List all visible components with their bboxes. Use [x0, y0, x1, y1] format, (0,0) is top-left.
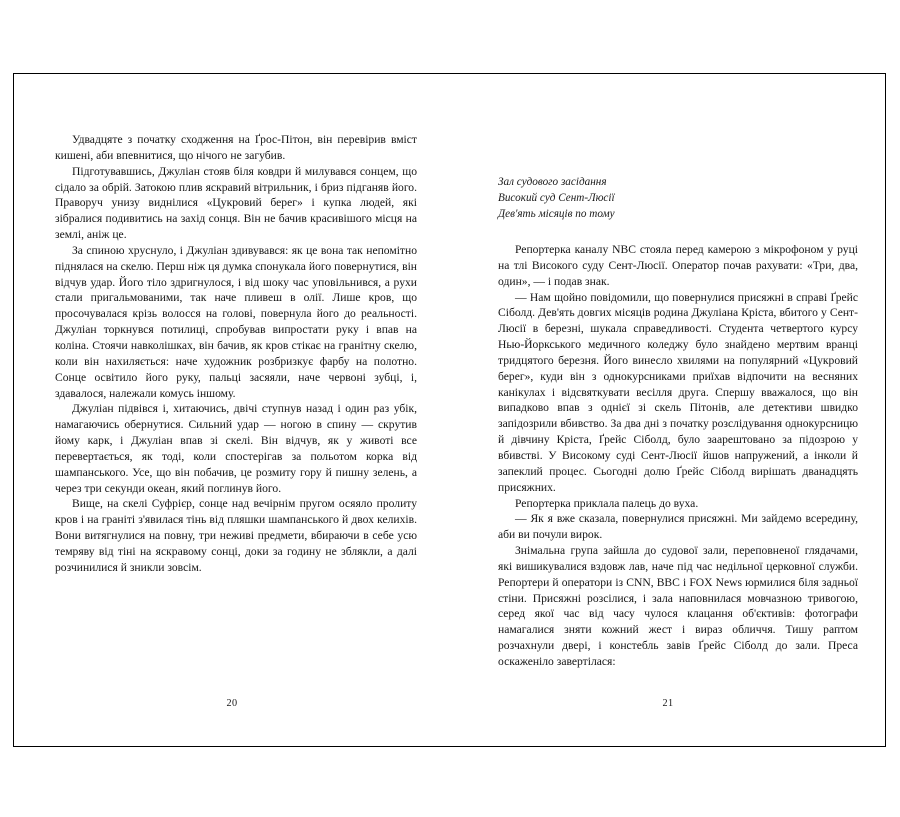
book-page-left	[14, 74, 450, 746]
book-spread	[13, 73, 886, 747]
epigraph-line: Зал судового засідання	[498, 176, 607, 188]
paragraph: Удвадцяте з початку сходження на Ґрос-Пітон, він перевірив вміст кишені, аби впевнитися, що нічого не загубив.	[55, 133, 417, 162]
left-page-text-block	[55, 132, 417, 576]
paragraph: — Як я вже сказала, повернулися присяжні. Ми зайдемо всередину, аби ви почули вирок.	[498, 512, 858, 542]
book-page-right	[450, 74, 886, 746]
paragraph: Вище, на скелі Суфрієр, сонце над вечірнім пругом осяяло пролиту кров і на граніті з'явилася тінь від пляшки шампанського й двох келихів. Вони витягнулися на повну, три неживі предмети, вбираючи в себе усю темряву від тіні на яскравому сонці, доки за годину не зблякли, а далі розчинилися й зникли зовсім.	[55, 497, 417, 574]
paragraph: За спиною хруснуло, і Джуліан здивувався: як це вона так непомітно піднялася на скелю. Перш ніж ця думка спонукала його повернутися, він відчув удар. Його тіло здригнулося, і від шоку час уповільнився, а рухи стали пригальмованими, так наче пливеш в олії. Лише кров, що просочувалася крізь волосся на голові, повернула його до реальності. Джуліан торкнувся потилиці, спробував випростати руку і впав на коліна. Стоячи навколішках, він бачив, як кров стікає на гранітну скелю, коли він нахиляється: наче художник розбризкує фарбу на полотно. Сонце освітило його руку, пальці засяяли, наче червоні зубці, і, здавалося, належали комусь іншому.	[55, 243, 417, 400]
paragraph: Знімальна група зайшла до судової зали, переповненої глядачами, які вишикувалися вздовж лав, наче під час недільної церковної служби. Репортери й оператори із CNN, BBC і FOX News юрмилися біля задньої стіни. Присяжні розсілися, і зала наповнилася мовчазною тривогою, серед якої час від часу чулося клацання об'єктивів: фотографи намагалися зняти кожний жест і вираз обличчя. Тишу раптом розчахнули двері, і констебль завів Ґрейс Сіболд до зали. Преса оскаженіло завертілася:	[498, 544, 858, 668]
page-number-right: 21	[662, 698, 674, 709]
paragraph: Репортерка каналу NBC стояла перед камерою з мікрофоном у руці на тлі Високого суду Сент-Люсії. Оператор почав рахувати: «Три, два, один», — і подав знак.	[498, 243, 858, 288]
epigraph-line: Високий суд Сент-Люсії	[498, 192, 615, 204]
chapter-epigraph	[498, 174, 858, 222]
epigraph-line: Дев'ять місяців по тому	[498, 208, 615, 220]
page-number-left: 20	[226, 698, 238, 709]
paragraph: Підготувавшись, Джуліан стояв біля ковдри й милувався сонцем, що сідало за обрій. Затокою плив яскравий вітрильник, і бриз підганяв його. Праворуч унизу виднілися «Цукровий берег» і купка людей, які зібралися подивитись на захід сонця. Він не бачив красивішого місця на землі, аніж це.	[55, 164, 417, 242]
paragraph: Репортерка приклала палець до вуха.	[515, 496, 699, 510]
paragraph: — Нам щойно повідомили, що повернулися присяжні в справі Ґрейс Сіболд. Дев'ять довгих місяців родина Джуліана Кріста, вбитого у Сент-Люсії в березні, шукала справедливості. Студента четвертого курсу Нью-Йоркського медичного коледжу було знайдено мертвим вранці тридцятого березня. Його винесло хвилями на популярний «Цукровий берег», куди він з однокурсниками приїхав відпочити на весняних канікулах і відсвяткувати весілля друга. Спершу вважалося, що він випадково впав з однієї зі скель Пітонів, але детективи швидко запідозрили вбивство. За два дні з початку розслідування однокурсницю й дівчину Кріста, Ґрейс Сіболд, було заарештовано за підозрою у вбивстві. У Високому суді Сент-Люсії йшов напружений, а інколи й запеклий процес. Сьогодні долю Ґрейс Сіболд вирішать дванадцять присяжних.	[498, 290, 858, 494]
right-page-text-block	[498, 242, 858, 670]
paragraph: Джуліан підвівся і, хитаючись, двічі ступнув назад і один раз убік, намагаючись обернутися. Сильний удар — ногою в спину — скрутив йому карк, і Джуліан впав зі скелі. Він відчув, як у животі все перевертається, як тоді, коли спостерігав за польотом корка від шампанського. Усе, що він побачив, це розмиту гору й пишну зелень, а через три секунди океан, який поглинув його.	[55, 402, 417, 495]
